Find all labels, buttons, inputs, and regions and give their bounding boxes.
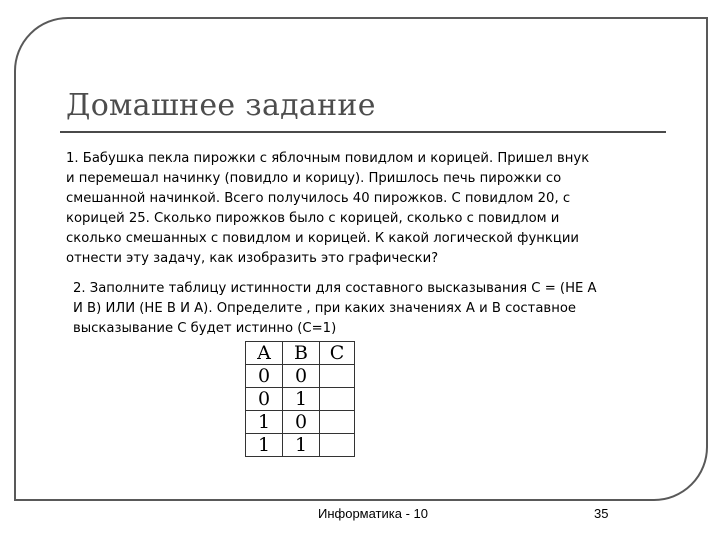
cell-a: 1: [246, 411, 283, 434]
slide-title: Домашнее задание: [66, 88, 376, 123]
task-2-line: И В) ИЛИ (НЕ В И А). Определите , при каких значениях А и В составное: [73, 301, 576, 316]
task-1-line: 1. Бабушка пекла пирожки с яблочным повидлом и корицей. Пришел внук: [66, 151, 590, 166]
task-1-line: отнести эту задачу, как изобразить это графически?: [66, 251, 439, 266]
cell-c: [320, 388, 355, 411]
cell-a: 1: [246, 434, 283, 457]
page-number: 35: [594, 506, 609, 521]
task-1-line: сколько смешанных с повидлом и корицей. К какой логической функции: [66, 231, 579, 246]
cell-a: 0: [246, 388, 283, 411]
title-divider: [60, 131, 666, 133]
cell-c: [320, 434, 355, 457]
table-row: [246, 365, 355, 388]
footer-course: Информатика - 10: [318, 506, 428, 521]
cell-b: 0: [283, 365, 320, 388]
cell-c: [320, 365, 355, 388]
cell-a: 0: [246, 365, 283, 388]
task-2-line: 2. Заполните таблицу истинности для составного высказывания С = (НЕ А: [73, 281, 597, 296]
cell-c: [320, 411, 355, 434]
task-1-line: корицей 25. Сколько пирожков было с корицей, сколько с повидлом и: [66, 211, 560, 226]
header-cell-c: C: [320, 342, 355, 365]
task-1-line: и перемешал начинку (повидло и корицу). Пришлось печь пирожки со: [66, 171, 562, 186]
header-cell-b: B: [283, 342, 320, 365]
cell-b: 0: [283, 411, 320, 434]
truth-table-header-row: [246, 342, 355, 365]
task-1-line: смешанной начинкой. Всего получилось 40 пирожков. С повидлом 20, с: [66, 191, 571, 206]
cell-b: 1: [283, 388, 320, 411]
table-row: [246, 411, 355, 434]
task-1-text: [66, 149, 589, 269]
table-row: [246, 388, 355, 411]
truth-table: [245, 341, 355, 457]
task-2-line: высказывание С будет истинно (С=1): [73, 321, 337, 336]
cell-b: 1: [283, 434, 320, 457]
table-row: [246, 434, 355, 457]
header-cell-a: A: [246, 342, 283, 365]
task-2-text: [73, 279, 597, 339]
